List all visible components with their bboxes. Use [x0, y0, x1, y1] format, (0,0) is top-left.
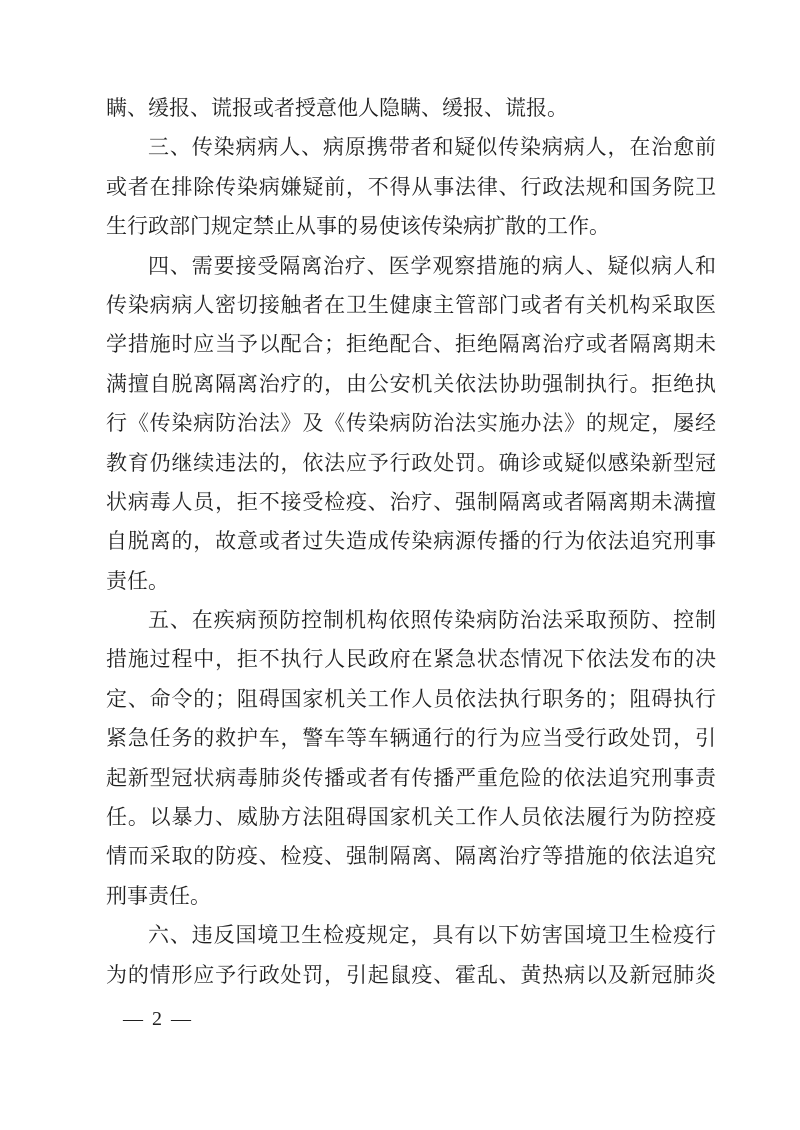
text-line: 责任。 — [106, 568, 169, 593]
text-line: 为的情形应予行政处罚，引起鼠疫、霍乱、黄热病以及新冠肺炎 — [106, 962, 716, 987]
text-line: 满擅自脱离隔离治疗的，由公安机关依法协助强制执行。拒绝执 — [106, 371, 716, 396]
text-line: 定、命令的；阻碍国家机关工作人员依法执行职务的；阻碍执行 — [106, 686, 716, 711]
text-line: 刑事责任。 — [106, 883, 211, 908]
text-line: 紧急任务的救护车，警车等车辆通行的行为应当受行政处罚，引 — [106, 726, 716, 751]
text-line-paragraph-start: 五、在疾病预防控制机构依照传染病防治法采取预防、控制 — [148, 608, 716, 633]
text-line: 起新型冠状病毒肺炎传播或者有传播严重危险的依法追究刑事责 — [106, 765, 716, 790]
text-line: 教育仍继续违法的，依法应予行政处罚。确诊或疑似感染新型冠 — [106, 450, 716, 475]
text-line: 学措施时应当予以配合；拒绝配合、拒绝隔离治疗或者隔离期未 — [106, 332, 716, 357]
text-line: 行《传染病防治法》及《传染病防治法实施办法》的规定，屡经 — [106, 411, 716, 436]
text-line-paragraph-start: 六、违反国境卫生检疫规定，具有以下妨害国境卫生检疫行 — [148, 923, 716, 948]
page-number: — 2 — — [123, 1008, 193, 1030]
text-line-paragraph-start: 三、传染病病人、病原携带者和疑似传染病病人，在治愈前 — [148, 135, 716, 160]
text-line: 措施过程中，拒不执行人民政府在紧急状态情况下依法发布的决 — [106, 647, 716, 672]
text-line: 情而采取的防疫、检疫、强制隔离、隔离治疗等措施的依法追究 — [106, 844, 716, 869]
text-line: 或者在排除传染病嫌疑前，不得从事法律、行政法规和国务院卫 — [106, 174, 716, 199]
text-line: 任。以暴力、威胁方法阻碍国家机关工作人员依法履行为防控疫 — [106, 805, 716, 830]
text-line: 传染病病人密切接触者在卫生健康主管部门或者有关机构采取医 — [106, 292, 716, 317]
text-line-paragraph-start: 四、需要接受隔离治疗、医学观察措施的病人、疑似病人和 — [148, 253, 716, 278]
document-body — [106, 89, 716, 995]
text-line: 状病毒人员，拒不接受检疫、治疗、强制隔离或者隔离期未满擅 — [106, 489, 716, 514]
text-line: 生行政部门规定禁止从事的易使该传染病扩散的工作。 — [106, 214, 610, 239]
text-line: 自脱离的，故意或者过失造成传染病源传播的行为依法追究刑事 — [106, 529, 716, 554]
text-line: 瞒、缓报、谎报或者授意他人隐瞒、缓报、谎报。 — [106, 96, 568, 120]
